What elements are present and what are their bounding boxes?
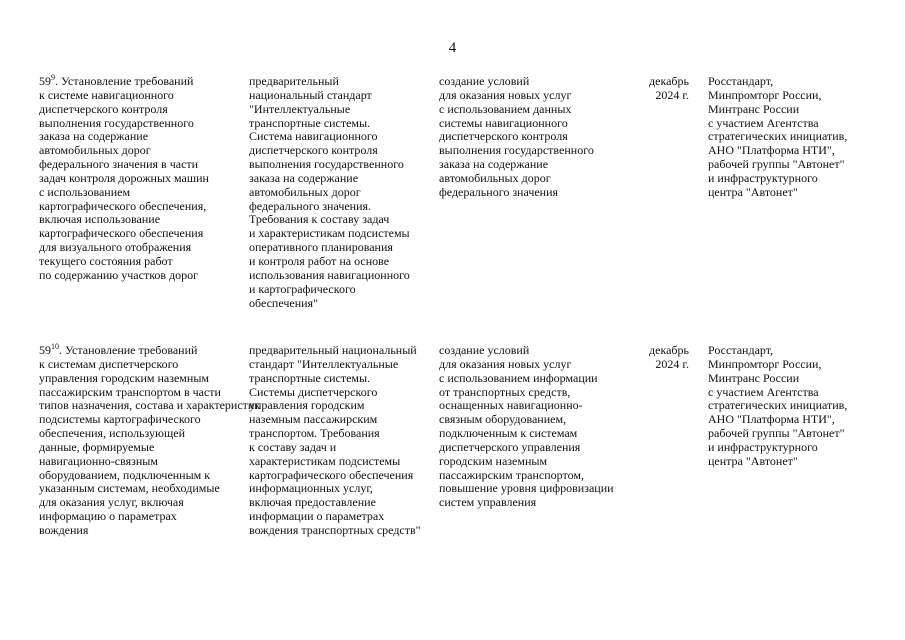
- measure-name-cell: [39, 75, 209, 283]
- item-number-superscript: 10: [51, 342, 59, 351]
- expected-result-cell: создание условий для оказания новых услуг с использованием информации от транспортных средств, оснащенных навигационно- связным оборудованием, подключенным к системам диспетчерского управления городским наземным пассажирским транспортом, повышение уровня цифровизации систем управления: [439, 343, 614, 510]
- expected-result-cell: создание условий для оказания новых услуг с использованием данных системы навигационного диспетчерского контроля выполнения государственного заказа на содержание автомобильных дорог федерального значения: [439, 74, 594, 199]
- document-type-cell: предварительный национальный стандарт "Интеллектуальные транспортные системы. Системы диспетчерского управления городским наземным пассажирским транспортом. Требования к составу задач и характеристикам подсистемы картографического обеспечения информационных услуг, включая предоставление информации о параметрах вождения транспортных средств": [249, 343, 421, 537]
- responsible-cell: Росстандарт, Минпромторг России, Минтранс России с участием Агентства стратегических инициатив, АНО "Платформа НТИ", рабочей группы "Автонет" и инфраструктурного центра "Автонет": [708, 343, 848, 468]
- page-number: 4: [448, 40, 457, 56]
- deadline-cell: декабрь 2024 г.: [649, 343, 689, 371]
- measure-name: . Установление требований к системам диспетчерского управления городским наземным пассажирским транспортом в части типов назначения, состава и характеристик подсистемы картографического обеспечения, использующей данные, формируемые навигационно-связным оборудованием, подключенным к указанным системам, необходимые для оказания услуг, включая информацию о параметрах вождения: [39, 343, 261, 537]
- deadline-cell: декабрь 2024 г.: [649, 74, 689, 102]
- responsible-cell: Росстандарт, Минпромторг России, Минтранс России с участием Агентства стратегических инициатив, АНО "Платформа НТИ", рабочей группы "Автонет" и инфраструктурного центра "Автонет": [708, 74, 848, 199]
- item-number: 59: [39, 343, 51, 357]
- item-number: 59: [39, 74, 51, 88]
- measure-name-cell: [39, 344, 260, 538]
- measure-name: . Установление требований к системе навигационного диспетчерского контроля выполнения государственного заказа на содержание автомобильных дорог федерального значения в части задач контроля дорожных машин с использованием картографического обеспечения, включая использование картографического обеспечения для визуального отображения текущего состояния работ по содержанию участков дорог: [39, 74, 209, 282]
- item-number-superscript: 9: [51, 73, 55, 82]
- document-type-cell: предварительный национальный стандарт "Интеллектуальные транспортные системы. Система навигационного диспетчерского контроля выполнения государственного заказа на содержание автомобильных дорог федерального значения. Требования к составу задач и характеристикам подсистемы оперативного планирования и контроля работ на основе использования навигационного и картографического обеспечения": [249, 74, 410, 310]
